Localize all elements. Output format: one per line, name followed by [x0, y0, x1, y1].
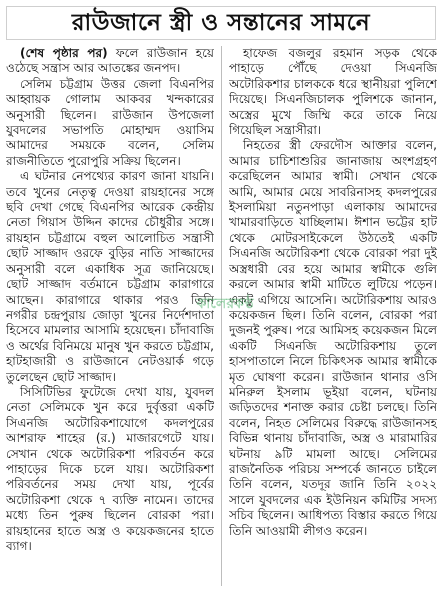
left-paragraph-1-text: ফলে রাউজান হয়ে ওঠেছে সন্ত্রাস আর আতঙ্কের জনপদ। [6, 46, 214, 76]
left-paragraph-3: এ ঘটনার নেপথ্যের কারণ জানা যায়নি। তবে খুনের নেতৃত্ব দেওয়া রায়হানের সঙ্গে ছবি দেখা গেছে বিএনপির আরেক কেন্দ্রীয় নেতা গিয়াস উদ্দিন কাদের চৌধুরীর সঙ্গে। রায়হান চট্টগ্রামে বহুল আলোচিত সন্ত্রাসী ছোট সাজ্জাদ ওরফে বুড়ির নাতি সাজ্জাদের অনুসারী বলে একাধিক সূত্র জানিয়েছে। ছোট সাজ্জাদ বর্তমানে চট্টগ্রাম কারাগারে আছেন। কারাগারে থাকার পরও তিনি নগরীর চন্দ্রপুরায় জোড়া খুনের নির্দেশদাতা হিসেবে মামলার আসামি হয়েছেন। চাঁদাবাজি ও অর্থের বিনিময়ে মানুষ খুন করতে চট্টগ্রাম, হাটহাজারী ও রাউজানে নেটওয়ার্ক গড়ে তুলেছেন ছোট সাজ্জাদ। [6, 169, 214, 384]
watermark: কালেরকণ্ঠ [196, 296, 254, 312]
article-column-right [229, 46, 437, 586]
headline-banner [6, 6, 436, 40]
column-divider [221, 46, 222, 586]
left-paragraph-2: সেলিম চট্টগ্রাম উত্তর জেলা বিএনপির আহ্বায়ক গোলাম আকবর খন্দকারের অনুসারী ছিলেন। রাউজান উপজেলা যুবদলের সভাপতি মোহাম্মদ ওয়াসিম আমাদের সময়কে বলেন, সেলিম রাজনীতিতে পুরোপুরি সক্রিয় ছিলেন। [6, 76, 214, 168]
right-paragraph-1: হাফেজ বজলুর রহমান সড়ক থেকে পাহাড়ে পৌঁছে দেওয়া সিএনজি অটোরিকশার চালককে ধরে স্থানীয়রা পুলিশে দিয়েছে। সিএনজিচালক পুলিশকে জানান, অস্ত্রের মুখে জিম্মি করে তাকে নিয়ে গিয়েছিল সন্ত্রাসীরা। [229, 46, 437, 138]
left-paragraph-4: সিসিটিভির ফুটেজে দেখা যায়, যুবদল নেতা সেলিমকে খুন করে দুর্বৃত্তরা একটি সিএনজি অটোরিকশাযোগে কদলপুরের আশরাফ শাহের (র.) মাজারগেটে যায়। সেখান থেকে অটোরিকশা পরিবর্তন করে পাহাড়ের দিকে চলে যায়। অটোরিকশা পরিবর্তনের সময় দেখা যায়, পূর্বের অটোরিকশা থেকে ৭ ব্যক্তি নামেন। তাদের মধ্যে তিন পুরুষ ছিলেন বোরকা পরা। রায়হানের হাতে অস্ত্র ও কয়েকজনের হাতে ব্যাগ। [6, 384, 214, 553]
left-paragraph-1 [6, 46, 214, 77]
right-paragraph-2: নিহতের স্ত্রী ফেরদৌস আক্তার বলেন, আমার চাচিশাশুরির জানাজায় অংশগ্রহণ করেছিলেন আমার স্বামী। সেখান থেকে আমি, আমার মেয়ে সাবরিনাসহ কদলপুরের ইসলামিয়া নতুনপাড়া এলাকায় আমাদের খামারবাড়িতে যাচ্ছিলাম। ঈশান ভট্টের হাট থেকে মোটরসাইকেলে উঠতেই একটি সিএনজি অটোরিকশা থেকে বোরকা পরা দুই অস্ত্রধারী বের হয়ে আমার স্বামীকে গুলি করলে আমার স্বামী মাটিতে লুটিয়ে পড়েন। একটু এগিয়ে আসেনি। অটোরিকশায় আরও কয়েকজন ছিল। তিনি বলেন, বোরকা পরা দুজনই পুরুষ। পরে আমিসহ কয়েকজন মিলে একটি সিএনজি অটোরিকশায় তুলে হাসপাতালে নিলে চিকিৎসক আমার স্বামীকে মৃত ঘোষণা করেন। রাউজান থানার ওসি মনিরুল ইসলাম ভূইয়া বলেন, ঘটনায় জড়িতদের শনাক্ত করার চেষ্টা চলছে। তিনি বলেন, নিহত সেলিমের বিরুদ্ধে রাউজানসহ বিভিন্ন থানায় চাঁদাবাজি, অস্ত্র ও মারামারির ঘটনায় ৯টি মামলা আছে। সেলিমের রাজনৈতিক পরিচয় সম্পর্কে জানতে চাইলে তিনি বলেন, যতদূর জানি তিনি ২০২২ সালে যুবদলের এক ইউনিয়ন কমিটির সদস্য সচিব ছিলেন। আধিপত্য বিস্তার করতে গিয়ে তিনি আওয়ামী লীগও করেন। [229, 138, 437, 538]
article-column-left [6, 46, 214, 586]
headline: রাউজানে স্ত্রী ও সন্তানের সামনে [71, 8, 371, 36]
continuation-label: (শেষ পৃষ্ঠার পর) [20, 46, 108, 60]
